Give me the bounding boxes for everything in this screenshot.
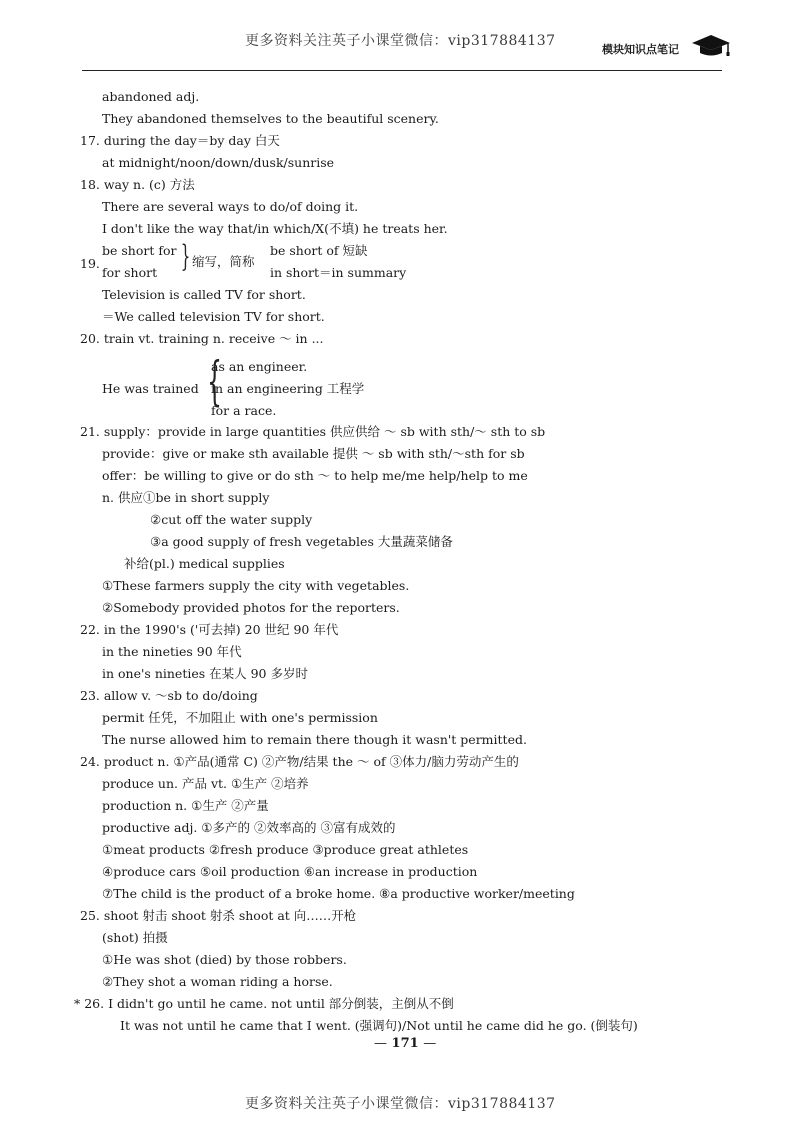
- entry-line: 缩写，简称: [192, 254, 255, 269]
- entry-line: ③a good supply of fresh vegetables 大量蔬菜储备: [150, 534, 453, 549]
- entry-line: for short: [102, 265, 158, 280]
- entry-line: produce un. 产品 vt. ①生产 ②培养: [102, 776, 309, 791]
- entry-line: productive adj. ①多产的 ②效率高的 ③富有成效的: [102, 820, 396, 835]
- page-number-dash-left: —: [374, 1036, 387, 1051]
- entry-line: in short＝in summary: [270, 265, 407, 280]
- entry-line: ②They shot a woman riding a horse.: [102, 974, 333, 989]
- entry-line: ②cut off the water supply: [150, 512, 313, 527]
- header-rule: [82, 70, 722, 71]
- entry-line: ①These farmers supply the city with vegetables.: [102, 578, 410, 593]
- entry-line: (shot) 拍摄: [102, 930, 168, 945]
- entry-line: in the nineties 90 年代: [102, 644, 242, 659]
- entry-line: production n. ①生产 ②产量: [102, 798, 269, 813]
- entry-line: provide：give or make sth available 提供 ～ sb with sth/～sth for sb: [102, 446, 525, 461]
- entry-line: abandoned adj.: [102, 89, 200, 104]
- page-number-dash-right: —: [423, 1036, 437, 1051]
- entry-heading: 23. allow v. ～sb to do/doing: [80, 688, 258, 703]
- entry-line: It was not until he came that I went. (强调句)/Not until he came did he go. (倒装句): [120, 1018, 638, 1033]
- header-watermark: 更多资料关注英子小课堂微信：vip317884137: [245, 33, 556, 49]
- entry-line: in one's nineties 在某人 90 多岁时: [102, 666, 308, 681]
- brace: {: [207, 352, 222, 412]
- entry-line: ②Somebody provided photos for the reporters.: [102, 600, 400, 615]
- entry-line: He was trained: [102, 381, 199, 396]
- entry-line: The nurse allowed him to remain there though it wasn't permitted.: [102, 732, 527, 747]
- entry-line: as an engineer.: [211, 359, 308, 374]
- entry-heading: 25. shoot 射击 shoot 射杀 shoot at 向……开枪: [80, 908, 357, 923]
- entry-line: Television is called TV for short.: [102, 287, 306, 302]
- entry-line: for a race.: [211, 403, 277, 418]
- entry-heading: 19.: [80, 256, 100, 271]
- page-number-value: 171: [391, 1036, 419, 1051]
- entry-line: n. 供应①be in short supply: [102, 490, 270, 505]
- entry-heading: 24. product n. ①产品(通常 C) ②产物/结果 the ～ of ③体力/脑力劳动产生的: [80, 754, 519, 769]
- entry-line: There are several ways to do/of doing it.: [102, 199, 359, 214]
- entry-line: be short for: [102, 243, 177, 258]
- entry-line: They abandoned themselves to the beautiful scenery.: [102, 111, 439, 126]
- entry-heading: 21. supply：provide in large quantities 供应供给 ～ sb with sth/～ sth to sb: [80, 424, 546, 439]
- entry-heading: 18. way n. (c) 方法: [80, 177, 195, 192]
- entry-line: permit 任凭，不加阻止 with one's permission: [102, 710, 378, 725]
- footer-watermark: 更多资料关注英子小课堂微信：vip317884137: [245, 1096, 556, 1112]
- graduation-cap-icon: [690, 33, 732, 57]
- entry-line: ⑦The child is the product of a broke home. ⑧a productive worker/meeting: [102, 886, 575, 901]
- entry-line: at midnight/noon/down/dusk/sunrise: [102, 155, 335, 170]
- entry-line: offer：be willing to give or do sth ～ to help me/me help/help to me: [102, 468, 528, 483]
- brace: }: [180, 239, 191, 274]
- entry-heading: * 26. I didn't go until he came. not until 部分倒装，主倒从不倒: [74, 996, 454, 1011]
- entry-line: I don't like the way that/in which/X(不填) he treats her.: [102, 221, 448, 236]
- page-number: [374, 1036, 436, 1051]
- header-badge: 模块知识点笔记: [602, 43, 679, 56]
- entry-heading: 20. train vt. training n. receive ～ in ...: [80, 331, 324, 346]
- entry-line: 补给(pl.) medical supplies: [124, 556, 285, 571]
- entry-line: ＝We called television TV for short.: [102, 309, 325, 324]
- entry-heading: 17. during the day＝by day 白天: [80, 133, 280, 148]
- entry-line: ①meat products ②fresh produce ③produce great athletes: [102, 842, 469, 857]
- entry-line: in an engineering 工程学: [211, 381, 365, 396]
- entry-heading: 22. in the 1990's ('可去掉) 20 世纪 90 年代: [80, 622, 339, 637]
- entry-line: be short of 短缺: [270, 243, 368, 258]
- entry-line: ④produce cars ⑤oil production ⑥an increase in production: [102, 864, 478, 879]
- entry-line: ①He was shot (died) by those robbers.: [102, 952, 347, 967]
